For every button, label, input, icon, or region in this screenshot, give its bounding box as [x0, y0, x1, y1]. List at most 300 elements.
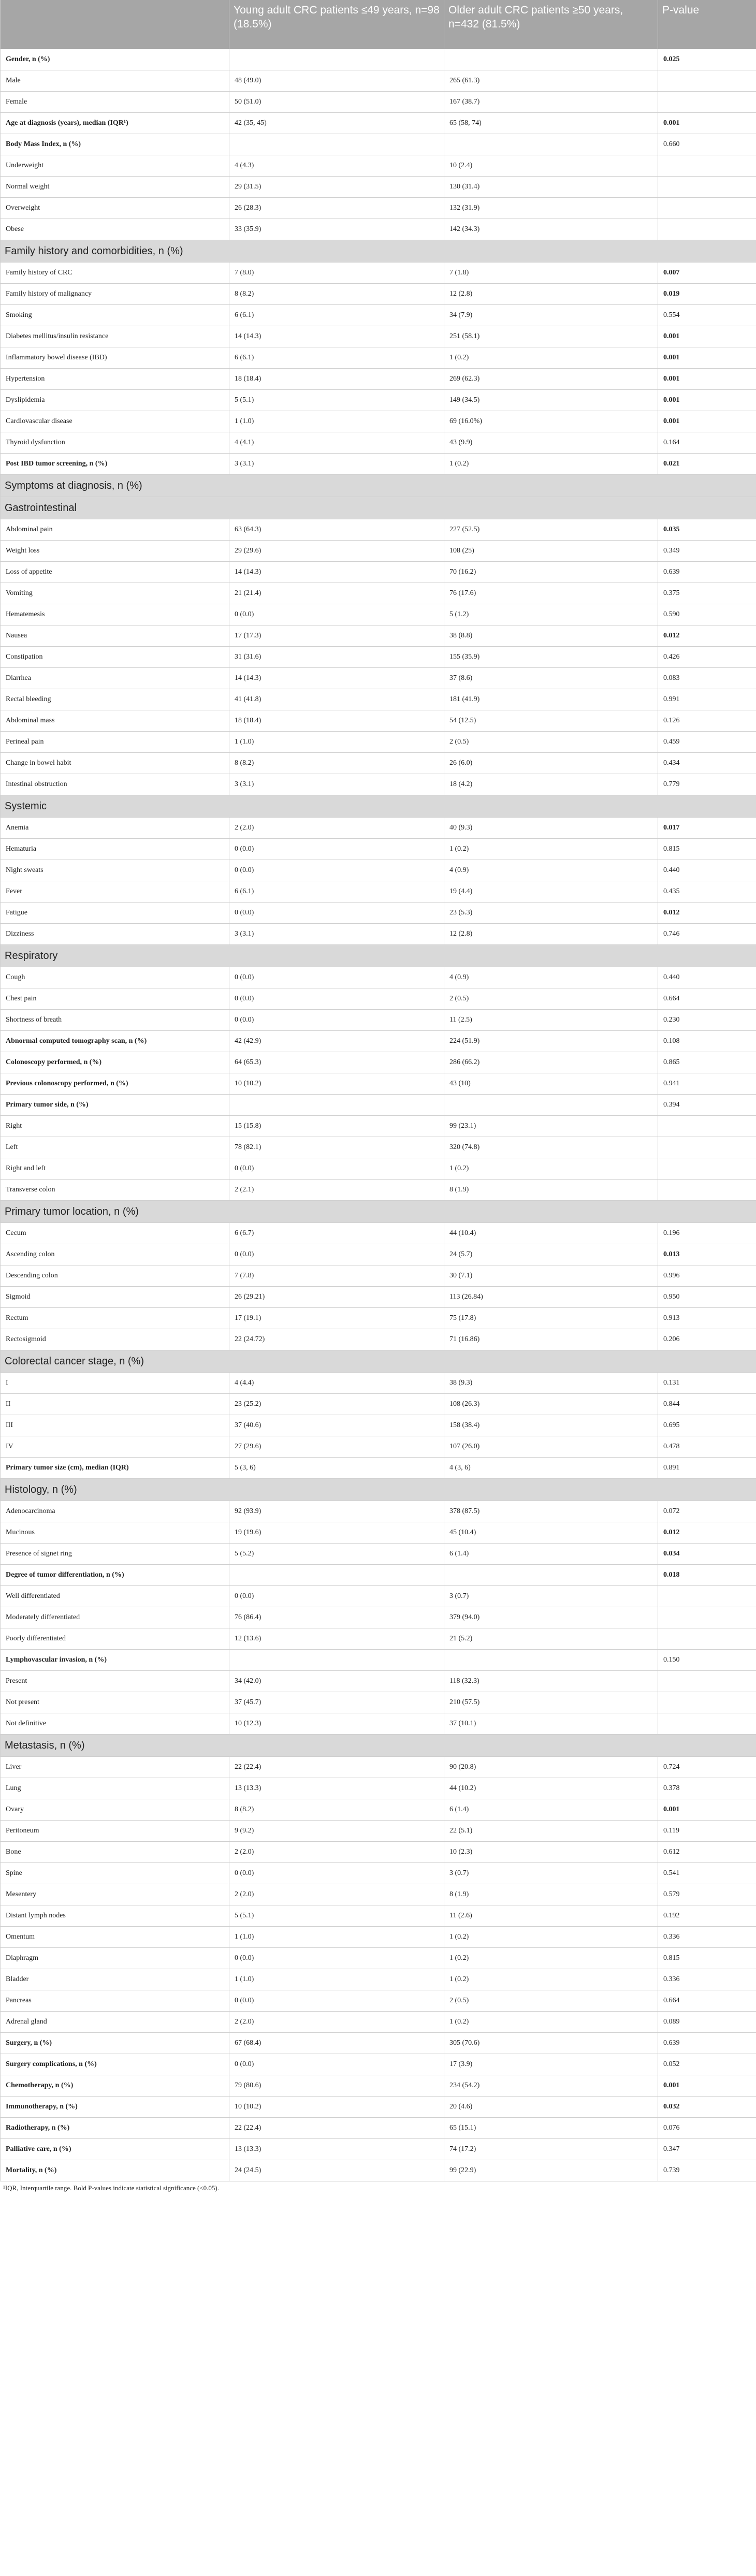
p-value: 0.347: [658, 2139, 756, 2160]
young-value: 27 (29.6): [229, 1436, 444, 1458]
p-value: 0.072: [658, 1501, 756, 1522]
table-row: [1, 668, 756, 689]
p-value: 0.724: [658, 1757, 756, 1778]
p-value: 0.434: [658, 753, 756, 774]
table-row: [1, 881, 756, 903]
older-value: 21 (5.2): [444, 1628, 658, 1650]
p-value: 0.018: [658, 1565, 756, 1586]
older-value: 43 (10): [444, 1073, 658, 1095]
table-row: [1, 198, 756, 219]
older-value: 1 (0.2): [444, 1969, 658, 1990]
older-value: 108 (25): [444, 541, 658, 562]
older-value: [444, 1095, 658, 1116]
young-value: 37 (40.6): [229, 1415, 444, 1436]
young-value: 0 (0.0): [229, 839, 444, 860]
row-label: Right: [1, 1116, 229, 1137]
row-label: Right and left: [1, 1158, 229, 1180]
p-value: 0.108: [658, 1031, 756, 1052]
older-value: 37 (10.1): [444, 1713, 658, 1735]
p-value: 0.844: [658, 1394, 756, 1415]
p-value: 0.739: [658, 2160, 756, 2181]
young-value: 42 (42.9): [229, 1031, 444, 1052]
row-label: Night sweats: [1, 860, 229, 881]
table-row: [1, 1052, 756, 1073]
row-label: Obese: [1, 219, 229, 240]
young-value: 0 (0.0): [229, 604, 444, 625]
table-row: [1, 2033, 756, 2054]
older-value: 45 (10.4): [444, 1522, 658, 1544]
table-row: [1, 647, 756, 668]
young-value: 0 (0.0): [229, 1244, 444, 1265]
section-title: Colorectal cancer stage, n (%): [1, 1350, 756, 1373]
young-value: 33 (35.9): [229, 219, 444, 240]
older-value: 10 (2.4): [444, 155, 658, 177]
row-label: Shortness of breath: [1, 1010, 229, 1031]
table-row: [1, 2075, 756, 2097]
young-value: 48 (49.0): [229, 70, 444, 92]
young-value: 0 (0.0): [229, 988, 444, 1010]
table-row: [1, 1031, 756, 1052]
p-value: [658, 155, 756, 177]
row-label: Rectum: [1, 1308, 229, 1329]
young-value: 79 (80.6): [229, 2075, 444, 2097]
p-value: 0.007: [658, 263, 756, 284]
older-value: 251 (58.1): [444, 326, 658, 347]
row-label: Vomiting: [1, 583, 229, 604]
p-value: 0.378: [658, 1778, 756, 1799]
table-row: [1, 1244, 756, 1265]
row-label: Adrenal gland: [1, 2012, 229, 2033]
table-row: [1, 1821, 756, 1842]
young-value: 19 (19.6): [229, 1522, 444, 1544]
older-value: 3 (0.7): [444, 1863, 658, 1884]
row-label: Well differentiated: [1, 1586, 229, 1607]
row-label: Ovary: [1, 1799, 229, 1821]
row-label: Female: [1, 92, 229, 113]
p-value: 0.119: [658, 1821, 756, 1842]
older-value: 24 (5.7): [444, 1244, 658, 1265]
older-value: 130 (31.4): [444, 177, 658, 198]
row-label: I: [1, 1373, 229, 1394]
table-row: [1, 1990, 756, 2012]
p-value: 0.083: [658, 668, 756, 689]
table-row: [1, 326, 756, 347]
p-value: 0.779: [658, 774, 756, 795]
row-label: Rectal bleeding: [1, 689, 229, 710]
p-value: 0.941: [658, 1073, 756, 1095]
table-row: [1, 1158, 756, 1180]
p-value: 0.013: [658, 1244, 756, 1265]
table-body: [1, 49, 756, 2181]
row-label: Descending colon: [1, 1265, 229, 1287]
p-value: 0.664: [658, 988, 756, 1010]
young-value: 8 (8.2): [229, 1799, 444, 1821]
older-value: 2 (0.5): [444, 732, 658, 753]
p-value: 0.021: [658, 454, 756, 475]
older-value: 234 (54.2): [444, 2075, 658, 2097]
row-label: Underweight: [1, 155, 229, 177]
young-value: 7 (7.8): [229, 1265, 444, 1287]
young-value: 14 (14.3): [229, 562, 444, 583]
older-value: 23 (5.3): [444, 903, 658, 924]
p-value: 0.192: [658, 1905, 756, 1927]
young-value: 29 (29.6): [229, 541, 444, 562]
young-value: 1 (1.0): [229, 732, 444, 753]
older-value: 99 (23.1): [444, 1116, 658, 1137]
table-row: [1, 1607, 756, 1628]
row-label: Bone: [1, 1842, 229, 1863]
row-label: Sigmoid: [1, 1287, 229, 1308]
older-value: 1 (0.2): [444, 454, 658, 475]
section-title: Family history and comorbidities, n (%): [1, 240, 756, 263]
table-row: [1, 774, 756, 795]
young-value: 0 (0.0): [229, 1863, 444, 1884]
p-value: [658, 1586, 756, 1607]
row-label: Chemotherapy, n (%): [1, 2075, 229, 2097]
table-row: [1, 710, 756, 732]
table-row: [1, 1586, 756, 1607]
row-label: IV: [1, 1436, 229, 1458]
young-value: 10 (12.3): [229, 1713, 444, 1735]
p-value: 0.017: [658, 818, 756, 839]
section-header-row: [1, 1350, 756, 1373]
older-value: 167 (38.7): [444, 92, 658, 113]
table-row: [1, 1329, 756, 1350]
row-label: Mucinous: [1, 1522, 229, 1544]
section-title: Gastrointestinal: [1, 497, 756, 519]
table-row: [1, 1842, 756, 1863]
table-row: [1, 1095, 756, 1116]
p-value: 0.478: [658, 1436, 756, 1458]
young-value: 5 (5.2): [229, 1544, 444, 1565]
older-value: 34 (7.9): [444, 305, 658, 326]
section-header-row: [1, 1479, 756, 1501]
section-header-row: [1, 945, 756, 967]
table-row: [1, 2160, 756, 2181]
row-label: Distant lymph nodes: [1, 1905, 229, 1927]
older-value: 269 (62.3): [444, 369, 658, 390]
young-value: 31 (31.6): [229, 647, 444, 668]
p-value: 0.001: [658, 326, 756, 347]
young-value: 8 (8.2): [229, 753, 444, 774]
row-label: Transverse colon: [1, 1180, 229, 1201]
table-row: [1, 263, 756, 284]
older-value: 1 (0.2): [444, 1158, 658, 1180]
row-label: Diabetes mellitus/insulin resistance: [1, 326, 229, 347]
p-value: 0.639: [658, 2033, 756, 2054]
older-value: 17 (3.9): [444, 2054, 658, 2075]
p-value: 0.052: [658, 2054, 756, 2075]
older-value: 378 (87.5): [444, 1501, 658, 1522]
row-label: Mesentery: [1, 1884, 229, 1905]
older-value: 4 (0.9): [444, 967, 658, 988]
table-row: [1, 1137, 756, 1158]
row-label: Fatigue: [1, 903, 229, 924]
older-value: [444, 134, 658, 155]
p-value: 0.032: [658, 2097, 756, 2118]
young-value: 0 (0.0): [229, 2054, 444, 2075]
p-value: [658, 1692, 756, 1713]
row-label: Adenocarcinoma: [1, 1501, 229, 1522]
older-value: 10 (2.3): [444, 1842, 658, 1863]
young-value: 67 (68.4): [229, 2033, 444, 2054]
young-value: 22 (24.72): [229, 1329, 444, 1350]
row-label: Dyslipidemia: [1, 390, 229, 411]
young-value: 50 (51.0): [229, 92, 444, 113]
p-value: 0.001: [658, 390, 756, 411]
older-value: 20 (4.6): [444, 2097, 658, 2118]
p-value: 0.019: [658, 284, 756, 305]
table-row: [1, 155, 756, 177]
young-value: 76 (86.4): [229, 1607, 444, 1628]
older-value: 71 (16.86): [444, 1329, 658, 1350]
p-value: 0.076: [658, 2118, 756, 2139]
young-value: 10 (10.2): [229, 1073, 444, 1095]
table-row: [1, 753, 756, 774]
p-value: 0.891: [658, 1458, 756, 1479]
table-row: [1, 1501, 756, 1522]
young-value: 2 (2.0): [229, 2012, 444, 2033]
young-value: 2 (2.0): [229, 1842, 444, 1863]
table-row: [1, 92, 756, 113]
older-value: 30 (7.1): [444, 1265, 658, 1287]
table-row: [1, 924, 756, 945]
row-label: Hematemesis: [1, 604, 229, 625]
row-label: Colonoscopy performed, n (%): [1, 1052, 229, 1073]
row-label: II: [1, 1394, 229, 1415]
older-value: 76 (17.6): [444, 583, 658, 604]
older-value: 227 (52.5): [444, 519, 658, 541]
row-label: Surgery complications, n (%): [1, 2054, 229, 2075]
young-value: 4 (4.4): [229, 1373, 444, 1394]
header-p-value: P-value: [658, 0, 756, 49]
table-row: [1, 967, 756, 988]
row-label: Weight loss: [1, 541, 229, 562]
older-value: 155 (35.9): [444, 647, 658, 668]
row-label: Surgery, n (%): [1, 2033, 229, 2054]
row-label: Male: [1, 70, 229, 92]
row-label: Not definitive: [1, 1713, 229, 1735]
young-value: 42 (35, 45): [229, 113, 444, 134]
row-label: Spine: [1, 1863, 229, 1884]
young-value: 1 (1.0): [229, 411, 444, 432]
young-value: [229, 1565, 444, 1586]
p-value: 0.230: [658, 1010, 756, 1031]
table-row: [1, 2054, 756, 2075]
table-row: [1, 219, 756, 240]
older-value: 65 (15.1): [444, 2118, 658, 2139]
young-value: 63 (64.3): [229, 519, 444, 541]
row-label: Family history of malignancy: [1, 284, 229, 305]
young-value: 8 (8.2): [229, 284, 444, 305]
p-value: 0.541: [658, 1863, 756, 1884]
table-row: [1, 519, 756, 541]
table-header-row: [1, 0, 756, 49]
young-value: 26 (29.21): [229, 1287, 444, 1308]
p-value: 0.394: [658, 1095, 756, 1116]
young-value: 15 (15.8): [229, 1116, 444, 1137]
p-value: 0.950: [658, 1287, 756, 1308]
older-value: 70 (16.2): [444, 562, 658, 583]
section-title: Histology, n (%): [1, 1479, 756, 1501]
row-label: Lung: [1, 1778, 229, 1799]
p-value: 0.746: [658, 924, 756, 945]
table-row: [1, 604, 756, 625]
table-row: [1, 583, 756, 604]
p-value: 0.426: [658, 647, 756, 668]
young-value: 0 (0.0): [229, 1586, 444, 1607]
older-value: 43 (9.9): [444, 432, 658, 454]
p-value: 0.196: [658, 1223, 756, 1244]
section-header-row: [1, 240, 756, 263]
older-value: 12 (2.8): [444, 284, 658, 305]
table-row: [1, 1308, 756, 1329]
table-row: [1, 2139, 756, 2160]
older-value: [444, 1565, 658, 1586]
p-value: [658, 70, 756, 92]
older-value: 38 (9.3): [444, 1373, 658, 1394]
table-row: [1, 1713, 756, 1735]
p-value: [658, 1671, 756, 1692]
older-value: 44 (10.4): [444, 1223, 658, 1244]
young-value: 13 (13.3): [229, 2139, 444, 2160]
p-value: 0.001: [658, 347, 756, 369]
table-row: [1, 1180, 756, 1201]
young-value: 29 (31.5): [229, 177, 444, 198]
table-row: [1, 1799, 756, 1821]
table-row: [1, 2097, 756, 2118]
table-row: [1, 134, 756, 155]
row-label: Family history of CRC: [1, 263, 229, 284]
young-value: 4 (4.1): [229, 432, 444, 454]
p-value: 0.375: [658, 583, 756, 604]
p-value: 0.001: [658, 2075, 756, 2097]
row-label: Anemia: [1, 818, 229, 839]
row-label: Immunotherapy, n (%): [1, 2097, 229, 2118]
p-value: [658, 1713, 756, 1735]
young-value: 12 (13.6): [229, 1628, 444, 1650]
p-value: 0.440: [658, 967, 756, 988]
table-row: [1, 1927, 756, 1948]
table-row: [1, 562, 756, 583]
p-value: [658, 1180, 756, 1201]
p-value: 0.164: [658, 432, 756, 454]
young-value: 23 (25.2): [229, 1394, 444, 1415]
table-row: [1, 113, 756, 134]
older-value: 210 (57.5): [444, 1692, 658, 1713]
p-value: [658, 1158, 756, 1180]
row-label: III: [1, 1415, 229, 1436]
section-title: Systemic: [1, 795, 756, 818]
p-value: 0.815: [658, 1948, 756, 1969]
young-value: 18 (18.4): [229, 710, 444, 732]
row-label: Left: [1, 1137, 229, 1158]
section-title: Metastasis, n (%): [1, 1735, 756, 1757]
table-row: [1, 1650, 756, 1671]
table-row: [1, 903, 756, 924]
older-value: 65 (58, 74): [444, 113, 658, 134]
young-value: 0 (0.0): [229, 1990, 444, 2012]
row-label: Not present: [1, 1692, 229, 1713]
p-value: 0.001: [658, 1799, 756, 1821]
older-value: 69 (16.0%): [444, 411, 658, 432]
header-older-adults: Older adult CRC patients ≥50 years, n=432 (81.5%): [444, 0, 658, 49]
older-value: 54 (12.5): [444, 710, 658, 732]
young-value: 22 (22.4): [229, 2118, 444, 2139]
older-value: 2 (0.5): [444, 1990, 658, 2012]
young-value: 6 (6.1): [229, 881, 444, 903]
row-label: Abdominal pain: [1, 519, 229, 541]
older-value: 6 (1.4): [444, 1799, 658, 1821]
row-label: Pancreas: [1, 1990, 229, 2012]
young-value: 41 (41.8): [229, 689, 444, 710]
older-value: 11 (2.5): [444, 1010, 658, 1031]
p-value: 0.206: [658, 1329, 756, 1350]
young-value: [229, 134, 444, 155]
young-value: 24 (24.5): [229, 2160, 444, 2181]
header-variable: [1, 0, 229, 49]
row-label: Moderately differentiated: [1, 1607, 229, 1628]
table-row: [1, 689, 756, 710]
young-value: 34 (42.0): [229, 1671, 444, 1692]
p-value: 0.035: [658, 519, 756, 541]
table-row: [1, 1394, 756, 1415]
table-row: [1, 70, 756, 92]
row-label: Change in bowel habit: [1, 753, 229, 774]
p-value: 0.336: [658, 1969, 756, 1990]
young-value: 22 (22.4): [229, 1757, 444, 1778]
table-row: [1, 1415, 756, 1436]
p-value: 0.349: [658, 541, 756, 562]
p-value: 0.089: [658, 2012, 756, 2033]
section-header-row: [1, 795, 756, 818]
older-value: 132 (31.9): [444, 198, 658, 219]
p-value: 0.695: [658, 1415, 756, 1436]
table-row: [1, 732, 756, 753]
p-value: 0.996: [658, 1265, 756, 1287]
older-value: 305 (70.6): [444, 2033, 658, 2054]
young-value: 37 (45.7): [229, 1692, 444, 1713]
table-row: [1, 411, 756, 432]
row-label: Lymphovascular invasion, n (%): [1, 1650, 229, 1671]
young-value: 0 (0.0): [229, 903, 444, 924]
older-value: 6 (1.4): [444, 1544, 658, 1565]
table-row: [1, 454, 756, 475]
older-value: 4 (0.9): [444, 860, 658, 881]
table-row: [1, 1948, 756, 1969]
p-value: 0.336: [658, 1927, 756, 1948]
table-row: [1, 369, 756, 390]
young-value: 2 (2.1): [229, 1180, 444, 1201]
young-value: 6 (6.7): [229, 1223, 444, 1244]
table-row: [1, 1628, 756, 1650]
p-value: 0.639: [658, 562, 756, 583]
table-row: [1, 541, 756, 562]
p-value: 0.012: [658, 1522, 756, 1544]
older-value: 118 (32.3): [444, 1671, 658, 1692]
young-value: 92 (93.9): [229, 1501, 444, 1522]
young-value: 3 (3.1): [229, 454, 444, 475]
table-row: [1, 284, 756, 305]
older-value: [444, 1650, 658, 1671]
young-value: 64 (65.3): [229, 1052, 444, 1073]
p-value: 0.554: [658, 305, 756, 326]
older-value: 107 (26.0): [444, 1436, 658, 1458]
older-value: 5 (1.2): [444, 604, 658, 625]
section-title: Primary tumor location, n (%): [1, 1201, 756, 1223]
p-value: 0.126: [658, 710, 756, 732]
row-label: Degree of tumor differentiation, n (%): [1, 1565, 229, 1586]
